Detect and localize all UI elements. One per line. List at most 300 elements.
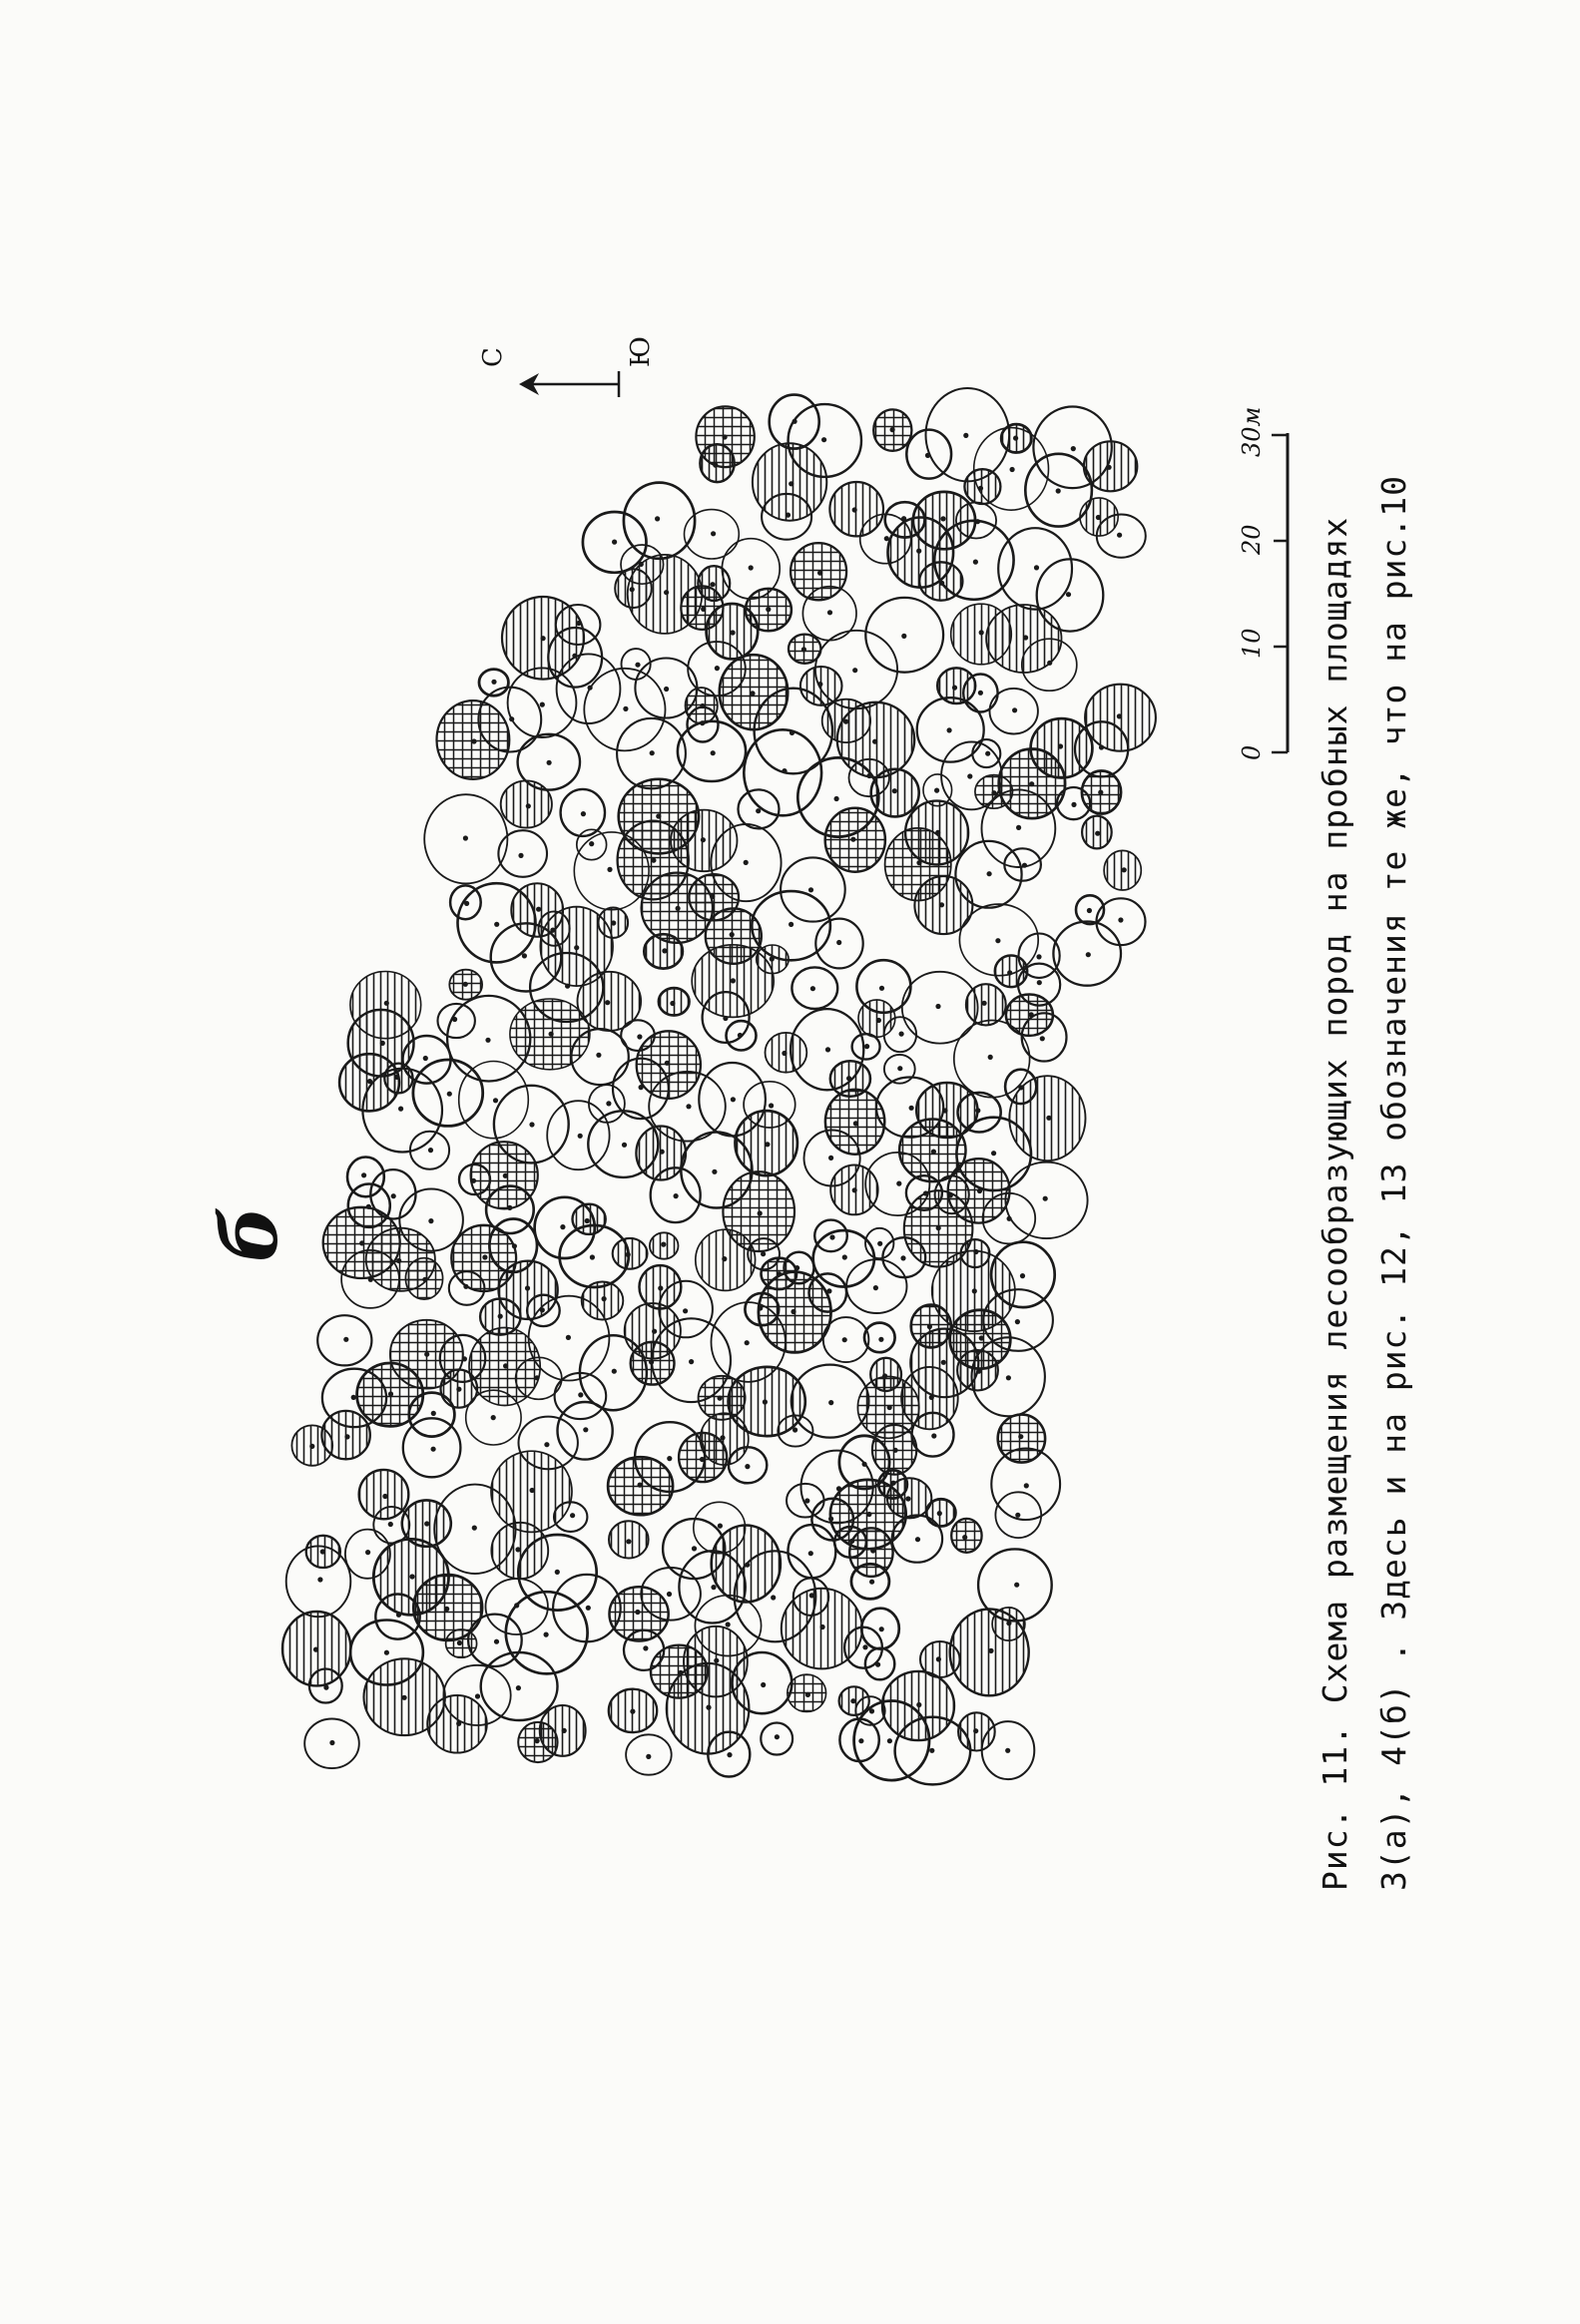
trunk-dot [931, 1150, 936, 1155]
trunk-dot [515, 1547, 520, 1552]
trunk-dot [1117, 713, 1122, 718]
trunk-dot [761, 1251, 766, 1256]
trunk-dot [879, 986, 884, 991]
trunk-dot [1024, 1483, 1029, 1488]
trunk-dot [549, 1032, 554, 1037]
trunk-dot [1029, 781, 1034, 786]
trunk-dot [1006, 1621, 1011, 1626]
trunk-dot [982, 1001, 987, 1006]
trunk-dot [398, 1107, 403, 1112]
trunk-dot [391, 1193, 396, 1198]
trunk-dot [718, 1396, 723, 1401]
trunk-dot [498, 1314, 503, 1319]
trunk-dot [661, 1242, 666, 1247]
trunk-dot [722, 1256, 727, 1261]
trunk-dot [422, 1277, 427, 1282]
trunk-dot [877, 1241, 882, 1246]
trunk-dot [605, 1000, 610, 1005]
trunk-dot [1098, 790, 1103, 795]
trunk-dot [463, 835, 468, 840]
trunk-dot [529, 1122, 534, 1127]
trunk-dot [664, 687, 669, 692]
trunk-dot [771, 1595, 776, 1600]
trunk-dot [612, 1369, 617, 1374]
trunk-dot [973, 1249, 978, 1254]
trunk-dot [929, 1748, 934, 1753]
trunk-dot [656, 813, 661, 818]
trunk-dot [876, 1018, 881, 1023]
trunk-dot [934, 788, 939, 793]
trunk-dot [896, 1181, 901, 1186]
trunk-dot [630, 1709, 635, 1714]
trunk-dot [878, 1337, 883, 1342]
compass-south-label: Ю [626, 335, 656, 367]
trunk-dot [826, 1288, 831, 1293]
trunk-dot [472, 1526, 477, 1531]
trunk-dot [794, 1265, 799, 1270]
trunk-dot [723, 1016, 728, 1021]
trunk-dot [1071, 802, 1076, 807]
trunk-dot [586, 1606, 591, 1611]
trunk-dot [710, 582, 715, 587]
trunk-dot [936, 1225, 941, 1230]
trunk-dot [782, 1051, 787, 1056]
trunk-dot [1012, 707, 1017, 712]
trunk-dot [987, 871, 992, 876]
trunk-dot [916, 1702, 921, 1707]
trunk-dot [525, 1285, 530, 1290]
trunk-dot [590, 1254, 595, 1259]
trunk-dot [491, 1415, 496, 1420]
trunk-dot [683, 1308, 688, 1313]
trunk-dot [463, 982, 468, 987]
trunk-dot [368, 1277, 373, 1282]
trunk-dot [589, 841, 594, 846]
trunk-dot [367, 1079, 372, 1084]
trunk-dot [384, 1650, 389, 1655]
trunk-dot [526, 803, 531, 808]
trunk-dot [491, 680, 496, 685]
trunk-dot [846, 1076, 851, 1081]
trunk-dot [428, 1218, 433, 1223]
trunk-dot [578, 1392, 583, 1397]
trunk-dot [518, 853, 523, 858]
trunk-dot [578, 1134, 583, 1139]
trunk-dot [897, 1066, 902, 1071]
trunk-dot [686, 1104, 691, 1109]
trunk-dot [849, 1539, 854, 1544]
trunk-dot [1036, 954, 1041, 959]
trunk-dot [574, 945, 579, 950]
trunk-dot [1043, 1196, 1048, 1201]
trunk-dot [801, 647, 806, 652]
trunk-dot [611, 920, 616, 925]
trunk-dot [516, 1685, 521, 1690]
trunk-dot [471, 738, 476, 743]
trunk-dot [879, 1627, 884, 1631]
trunk-dot [866, 1512, 871, 1517]
trunk-dot [522, 953, 527, 958]
trunk-dot [343, 1337, 348, 1342]
trunk-dot [715, 666, 720, 671]
trunk-dot [1040, 1036, 1045, 1041]
trunk-dot [700, 703, 705, 708]
trunk-dot [939, 581, 944, 586]
scale-tick-label-30: 30м [1238, 406, 1266, 457]
scale-tick-label-20: 20 [1238, 524, 1266, 555]
trunk-dot [905, 1496, 910, 1501]
trunk-dot [1047, 661, 1052, 666]
trunk-dot [1014, 1583, 1019, 1588]
trunk-dot [731, 630, 736, 635]
trunk-dot [979, 1335, 984, 1340]
trunk-dot [637, 1034, 642, 1039]
trunk-dot [828, 1400, 833, 1405]
trunk-dot [761, 1682, 766, 1687]
trunk-dot [1018, 1434, 1023, 1439]
trunk-dot [1046, 1116, 1051, 1121]
trunk-dot [890, 427, 895, 432]
figure-caption-line-1: Рис. 11. Схема размещения лесообразующих пород на пробных площадях [1316, 516, 1354, 1891]
trunk-dot [351, 1395, 356, 1400]
trunk-dot [344, 1434, 349, 1439]
trunk-dot [313, 1647, 318, 1652]
trunk-dot [864, 1044, 869, 1049]
trunk-dot [447, 1092, 452, 1097]
trunk-dot [457, 1640, 462, 1645]
trunk-dot [825, 1047, 830, 1052]
trunk-dot [850, 1698, 855, 1703]
trunk-dot [750, 691, 755, 696]
trunk-dot [976, 1369, 981, 1374]
trunk-dot [782, 768, 787, 773]
trunk-dot [731, 1097, 736, 1102]
trunk-dot [820, 1625, 825, 1629]
trunk-dot [769, 1103, 774, 1108]
trunk-dot [530, 1488, 535, 1493]
crown-layer [282, 388, 1156, 1784]
trunk-dot [482, 1254, 487, 1259]
trunk-dot [317, 1577, 322, 1582]
trunk-dot [836, 940, 841, 945]
trunk-dot [805, 1692, 810, 1697]
trunk-dot [843, 719, 848, 724]
trunk-dot [560, 1224, 565, 1229]
trunk-dot [456, 1387, 461, 1392]
trunk-dot [770, 956, 775, 961]
trunk-dot [723, 434, 728, 439]
trunk-dot [689, 1359, 694, 1364]
trunk-dot [809, 1593, 814, 1598]
trunk-dot [973, 560, 978, 565]
tree-crown [624, 483, 695, 559]
trunk-dot [646, 1754, 651, 1759]
trunk-dot [1023, 635, 1028, 640]
trunk-dot [978, 691, 983, 696]
trunk-dot [365, 1550, 370, 1555]
trunk-dot [382, 1494, 387, 1499]
trunk-dot [978, 486, 983, 491]
trunk-dot [1007, 970, 1012, 975]
trunk-dot [790, 1309, 795, 1314]
trunk-dot [1022, 863, 1027, 868]
trunk-dot [775, 1734, 780, 1739]
trunk-dot [765, 1142, 770, 1147]
trunk-dot [1037, 980, 1042, 985]
scale-tick-label-0: 0 [1238, 744, 1266, 760]
trunk-dot [901, 516, 906, 521]
trunk-dot [792, 1427, 797, 1432]
trunk-dot [667, 1592, 672, 1597]
trunk-dot [638, 1483, 643, 1488]
trunk-dot [893, 1448, 898, 1453]
trunk-dot [931, 1433, 936, 1438]
trunk-dot [726, 1622, 731, 1627]
trunk-dot [916, 549, 921, 554]
trunk-dot [676, 906, 681, 911]
trunk-dot [789, 922, 793, 927]
trunk-dot [1015, 1319, 1020, 1324]
trunk-dot [744, 860, 749, 865]
trunk-dot [1058, 743, 1063, 748]
trunk-dot [1096, 515, 1101, 520]
trunk-dot [544, 1632, 549, 1637]
trunk-dot [581, 811, 586, 816]
trunk-dot [503, 1363, 508, 1368]
trunk-dot [388, 1391, 393, 1396]
trunk-dot [758, 1210, 763, 1215]
trunk-dot [901, 634, 906, 639]
trunk-dot [494, 922, 499, 927]
trunk-dot [585, 1218, 590, 1223]
trunk-dot [431, 1411, 436, 1416]
trunk-dot [612, 540, 617, 545]
trunk-dot [602, 1296, 607, 1301]
trunk-dot [423, 1056, 428, 1061]
trunk-dot [939, 902, 944, 907]
trunk-dot [872, 739, 877, 744]
trunk-dot [1007, 1216, 1012, 1221]
trunk-dot [745, 1563, 750, 1568]
trunk-dot [745, 1464, 750, 1469]
trunk-dot [366, 1204, 371, 1209]
trunk-dot [887, 1738, 892, 1743]
trunk-dot [475, 1693, 480, 1698]
trunk-dot [991, 790, 996, 795]
trunk-dot [710, 894, 715, 899]
trunk-dot [842, 1254, 847, 1259]
compass-north-label: С [478, 347, 508, 367]
trunk-dot [607, 867, 612, 872]
trunk-dot [817, 571, 822, 576]
trunk-dot [975, 519, 980, 524]
trunk-dot [570, 1513, 575, 1518]
trunk-dot [1016, 825, 1021, 830]
trunk-dot [662, 948, 667, 953]
trunk-dot [380, 1041, 385, 1046]
trunk-dot [622, 1143, 627, 1148]
trunk-dot [701, 837, 706, 842]
trunk-dot [853, 1121, 858, 1126]
trunk-dot [536, 907, 541, 912]
trunk-dot [821, 437, 826, 442]
trunk-dot [988, 1055, 993, 1060]
trunk-dot [967, 773, 972, 778]
trunk-dot [810, 986, 815, 991]
trunk-dot [929, 1395, 934, 1400]
trunk-dot [916, 860, 921, 865]
trunk-dot [402, 1695, 407, 1700]
trunk-dot [852, 507, 857, 512]
trunk-dot [655, 516, 660, 521]
trunk-dot [940, 516, 945, 521]
trunk-dot [329, 1740, 334, 1745]
trunk-dot [745, 1340, 750, 1345]
trunk-dot [359, 1240, 364, 1245]
trunk-dot [995, 938, 1000, 943]
trunk-dot [947, 727, 952, 732]
trunk-dot [583, 1427, 588, 1432]
trunk-dot [652, 1329, 657, 1334]
trunk-dot [667, 1456, 672, 1461]
trunk-dot [424, 1521, 429, 1526]
trunk-dot [323, 1685, 328, 1690]
trunk-dot [309, 1444, 314, 1449]
trunk-dot [464, 901, 469, 906]
trunk-dot [972, 1288, 977, 1293]
trunk-dot [973, 1728, 978, 1733]
trunk-dot [547, 760, 552, 765]
trunk-dot [792, 419, 797, 424]
trunk-dot [991, 1151, 996, 1156]
trunk-dot [852, 668, 857, 673]
trunk-dot [626, 1539, 631, 1544]
trunk-dot [900, 1255, 905, 1260]
trunk-dot [952, 686, 957, 691]
trunk-dot [962, 1535, 967, 1540]
trunk-dot [1015, 1513, 1020, 1518]
trunk-dot [711, 750, 716, 755]
trunk-dot [941, 1360, 946, 1365]
trunk-dot [1122, 867, 1127, 872]
trunk-dot [1117, 533, 1122, 538]
trunk-dot [658, 1285, 663, 1290]
trunk-dot [670, 1001, 675, 1006]
trunk-dot [927, 1324, 932, 1329]
trunk-dot [1107, 465, 1112, 470]
trunk-dot [1034, 565, 1039, 570]
trunk-dot [909, 1106, 914, 1111]
trunk-dot [706, 1705, 711, 1710]
trunk-dot [869, 1580, 874, 1585]
trunk-dot [550, 928, 555, 933]
trunk-dot [396, 1258, 401, 1263]
trunk-dot [639, 562, 644, 567]
trunk-dot [541, 636, 546, 641]
trunk-dot [711, 531, 716, 536]
trunk-dot [544, 1442, 549, 1447]
trunk-dot [711, 1585, 716, 1590]
trunk-dot [712, 1169, 717, 1174]
trunk-dot [789, 481, 793, 486]
trunk-dot [808, 1551, 813, 1556]
trunk-dot [493, 1098, 498, 1103]
trunk-dot [606, 1101, 611, 1106]
trunk-dot [428, 1148, 433, 1153]
trunk-dot [1095, 831, 1100, 836]
trunk-dot [828, 1156, 833, 1161]
trunk-dot [626, 1252, 631, 1257]
trunk-dot [660, 1150, 665, 1155]
trunk-dot [1005, 1748, 1010, 1753]
trunk-dot [766, 607, 771, 612]
trunk-dot [396, 1613, 401, 1618]
trunk-dot [1020, 1273, 1025, 1278]
trunk-dot [565, 984, 570, 989]
trunk-dot [727, 1752, 732, 1757]
trunk-dot [887, 1405, 892, 1410]
trunk-dot [540, 702, 545, 707]
trunk-dot [808, 887, 813, 892]
trunk-dot [424, 1352, 429, 1357]
trunk-dot [555, 1570, 560, 1575]
trunk-dot [718, 1524, 723, 1529]
trunk-dot [935, 1004, 940, 1009]
trunk-dot [892, 788, 897, 793]
trunk-dot [596, 1053, 601, 1058]
trunk-dot [786, 513, 790, 518]
trunk-dot [566, 1335, 571, 1340]
trunk-dot [700, 1457, 705, 1462]
trunk-dot [852, 1187, 857, 1192]
trunk-dot [1056, 488, 1061, 493]
trunk-dot [635, 1610, 640, 1615]
trunk-dot [937, 1511, 942, 1516]
compass [478, 336, 656, 397]
figure-caption-line-2: 3(а), 4(б) . Здесь и на рис. 12, 13 обозначения те же, что на рис.10 [1374, 474, 1413, 1891]
trunk-dot [1010, 467, 1015, 472]
trunk-dot [731, 978, 736, 983]
trunk-dot [388, 1522, 393, 1527]
trunk-dot [635, 663, 640, 668]
trunk-dot [503, 1173, 508, 1178]
trunk-dot [665, 1061, 670, 1066]
trunk-dot [936, 1656, 941, 1661]
trunk-dot [985, 751, 990, 756]
trunk-dot [320, 1549, 325, 1554]
trunk-dot [873, 1285, 878, 1290]
trunk-dot [829, 1234, 834, 1239]
trunk-dot [963, 433, 968, 438]
trunk-dot [650, 750, 655, 755]
trunk-dot [842, 1337, 847, 1342]
trunk-dot [384, 1001, 389, 1006]
panel-label: б [205, 1205, 295, 1262]
trunk-dot [444, 1607, 449, 1612]
trunk-dot [915, 1537, 920, 1542]
trunk-dot [923, 1190, 928, 1195]
trunk-dot [494, 1639, 499, 1644]
trunk-dot [535, 1738, 540, 1743]
scale-tick-label-10: 10 [1238, 628, 1266, 659]
trunk-dot [979, 630, 984, 635]
trunk-dot [1087, 908, 1092, 913]
trunk-dot [643, 1645, 648, 1650]
trunk-dot [1071, 446, 1076, 451]
trunk-dot [678, 1670, 683, 1675]
trunk-dot [409, 1574, 414, 1579]
trunk-dot [858, 1738, 863, 1743]
